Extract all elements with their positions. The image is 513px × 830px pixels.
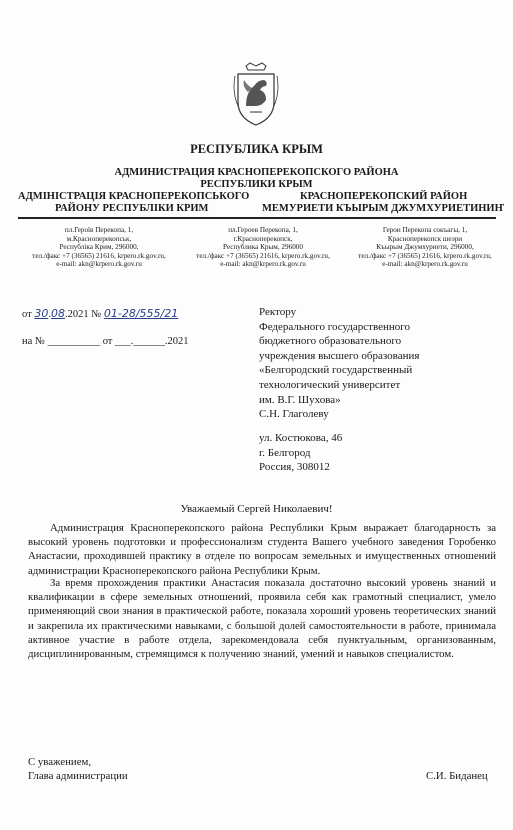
address-ct <box>340 226 510 269</box>
address-ua <box>14 226 184 269</box>
closing-block <box>28 756 128 783</box>
reply-registration <box>22 336 189 347</box>
salutation: Уважаемый Сергей Николаевич! <box>180 503 333 515</box>
recipient-line: Федерального государственного <box>259 320 411 333</box>
address-line: тел./факс +7 (36565) 21616, krpero.rk.gov.ru, <box>32 251 166 260</box>
reply-date-blank: ___.______.2021 <box>115 336 189 347</box>
paragraph-text: За время прохождения практики Анастасия показала достаточно высокий уровень знаний и квалификации в сфере земельных отношений, проявила себя как грамотный специалист, умело применяющий свои знания в практической работе, показала хороший уровень теоретических знаний и закрепила их практическими навыками, с большой долей самостоятельности в работе, принимала активное участие в работе отдела, зарекомендовала себя пунктуальным, организованным, дисциплинированным, стремящимся к получению знаний, умений и навыков специалистом. <box>28 577 496 661</box>
number-label: № <box>91 309 102 320</box>
closing-regards: С уважением, <box>28 756 92 768</box>
address-line: e-mail: akn@krpero.rk.gov.ru <box>382 260 468 269</box>
recipient-block <box>259 305 419 422</box>
recipient-line: учреждения высшего образования <box>259 349 420 362</box>
recipient-address <box>259 431 342 475</box>
administration-ua-line1: АДМІНІСТРАЦІЯ КРАСНОПЕРЕКОПСЬКОГО <box>18 191 250 202</box>
address-line: г.Красноперекопск, <box>233 234 293 243</box>
date-day: 30 <box>34 307 49 320</box>
address-line: e-mail: akn@krpero.rk.gov.ru <box>56 260 142 269</box>
address-line: пл.Героев Перекопа, 1, <box>228 226 298 234</box>
address-line: Къырым Джумхуриети, 296000, <box>376 243 474 252</box>
address-line: Республіка Крим, 296000, <box>59 243 139 252</box>
paragraph-text: Администрация Красноперекопского района Республики Крым выражает благодарность за высокий уровень подготовки и профессионализм студента Вашего учебного заведения Горобенко Анастасии, проходившей практику в отделе по вопросам земельных и имущественных отношений администрации Красноперекопского района Республики Крым. <box>28 522 496 577</box>
republic-title: РЕСПУБЛИКА КРЫМ <box>190 142 323 156</box>
crimea-coat-of-arms-icon <box>232 62 280 128</box>
administration-ct-line2: МЕМУРИЕТИ КЪЫРЫМ ДЖУМХУРИЕТИНИҤ <box>262 203 505 214</box>
closing-position: Глава администрации <box>28 769 128 782</box>
address-line: пл.Героїв Перекопа, 1, <box>64 226 134 234</box>
header-divider <box>18 217 496 219</box>
address-line: тел./факс +7 (36565) 21616, krpero.rk.gov.ru, <box>196 251 330 260</box>
letter-paragraph-1 <box>28 521 496 578</box>
signatory-name: С.И. Биданец <box>426 770 488 782</box>
outgoing-registration: от 30.08.2021 № 01-28/555/21 <box>22 307 179 320</box>
address-line: Красноперекопск шеэри <box>387 234 463 243</box>
administration-ru-line1: АДМИНИСТРАЦИЯ КРАСНОПЕРЕКОПСКОГО РАЙОНА <box>114 167 399 178</box>
recipient-line: бюджетного образовательного <box>259 335 402 348</box>
address-line: e-mail: akn@krpero.rk.gov.ru <box>220 260 306 269</box>
reply-from-label: от <box>102 336 113 347</box>
address-line: м.Красноперекопськ, <box>66 234 132 243</box>
recipient-line: технологический университет <box>259 378 401 391</box>
address-line: Республика Крым, 296000 <box>222 243 303 252</box>
from-label: от <box>22 309 32 320</box>
recipient-address-line: Россия, 308012 <box>259 461 330 474</box>
recipient-address-line: г. Белгород <box>259 446 311 459</box>
administration-ct-line1: КРАСНОПЕРЕКОПСКИЙ РАЙОН <box>300 191 468 202</box>
address-ru <box>178 226 348 269</box>
administration-ru-line2: РЕСПУБЛИКИ КРЫМ <box>200 179 313 190</box>
address-line: Герои Перекопа сокъагы, 1, <box>382 226 468 234</box>
reply-label: на № <box>22 336 45 347</box>
recipient-address-line: ул. Костюкова, 46 <box>259 432 343 444</box>
recipient-line: Ректору <box>259 306 297 318</box>
date-year: 2021 <box>67 309 89 320</box>
recipient-line: «Белгородский государственный <box>259 364 413 377</box>
administration-ua-line2: РАЙОНУ РЕСПУБЛІКИ КРИМ <box>55 203 209 214</box>
recipient-line: им. В.Г. Шухова» <box>259 393 341 406</box>
address-line: тел./факс +7 (36565) 21616, krpero.rk.gov.ru, <box>358 251 492 260</box>
letter-paragraph-2 <box>28 576 496 661</box>
reply-number-blank: __________ <box>47 336 101 347</box>
recipient-line: С.Н. Глаголеву <box>259 408 329 421</box>
outgoing-number: 01-28/555/21 <box>103 307 179 320</box>
date-month: 08 <box>50 307 65 320</box>
